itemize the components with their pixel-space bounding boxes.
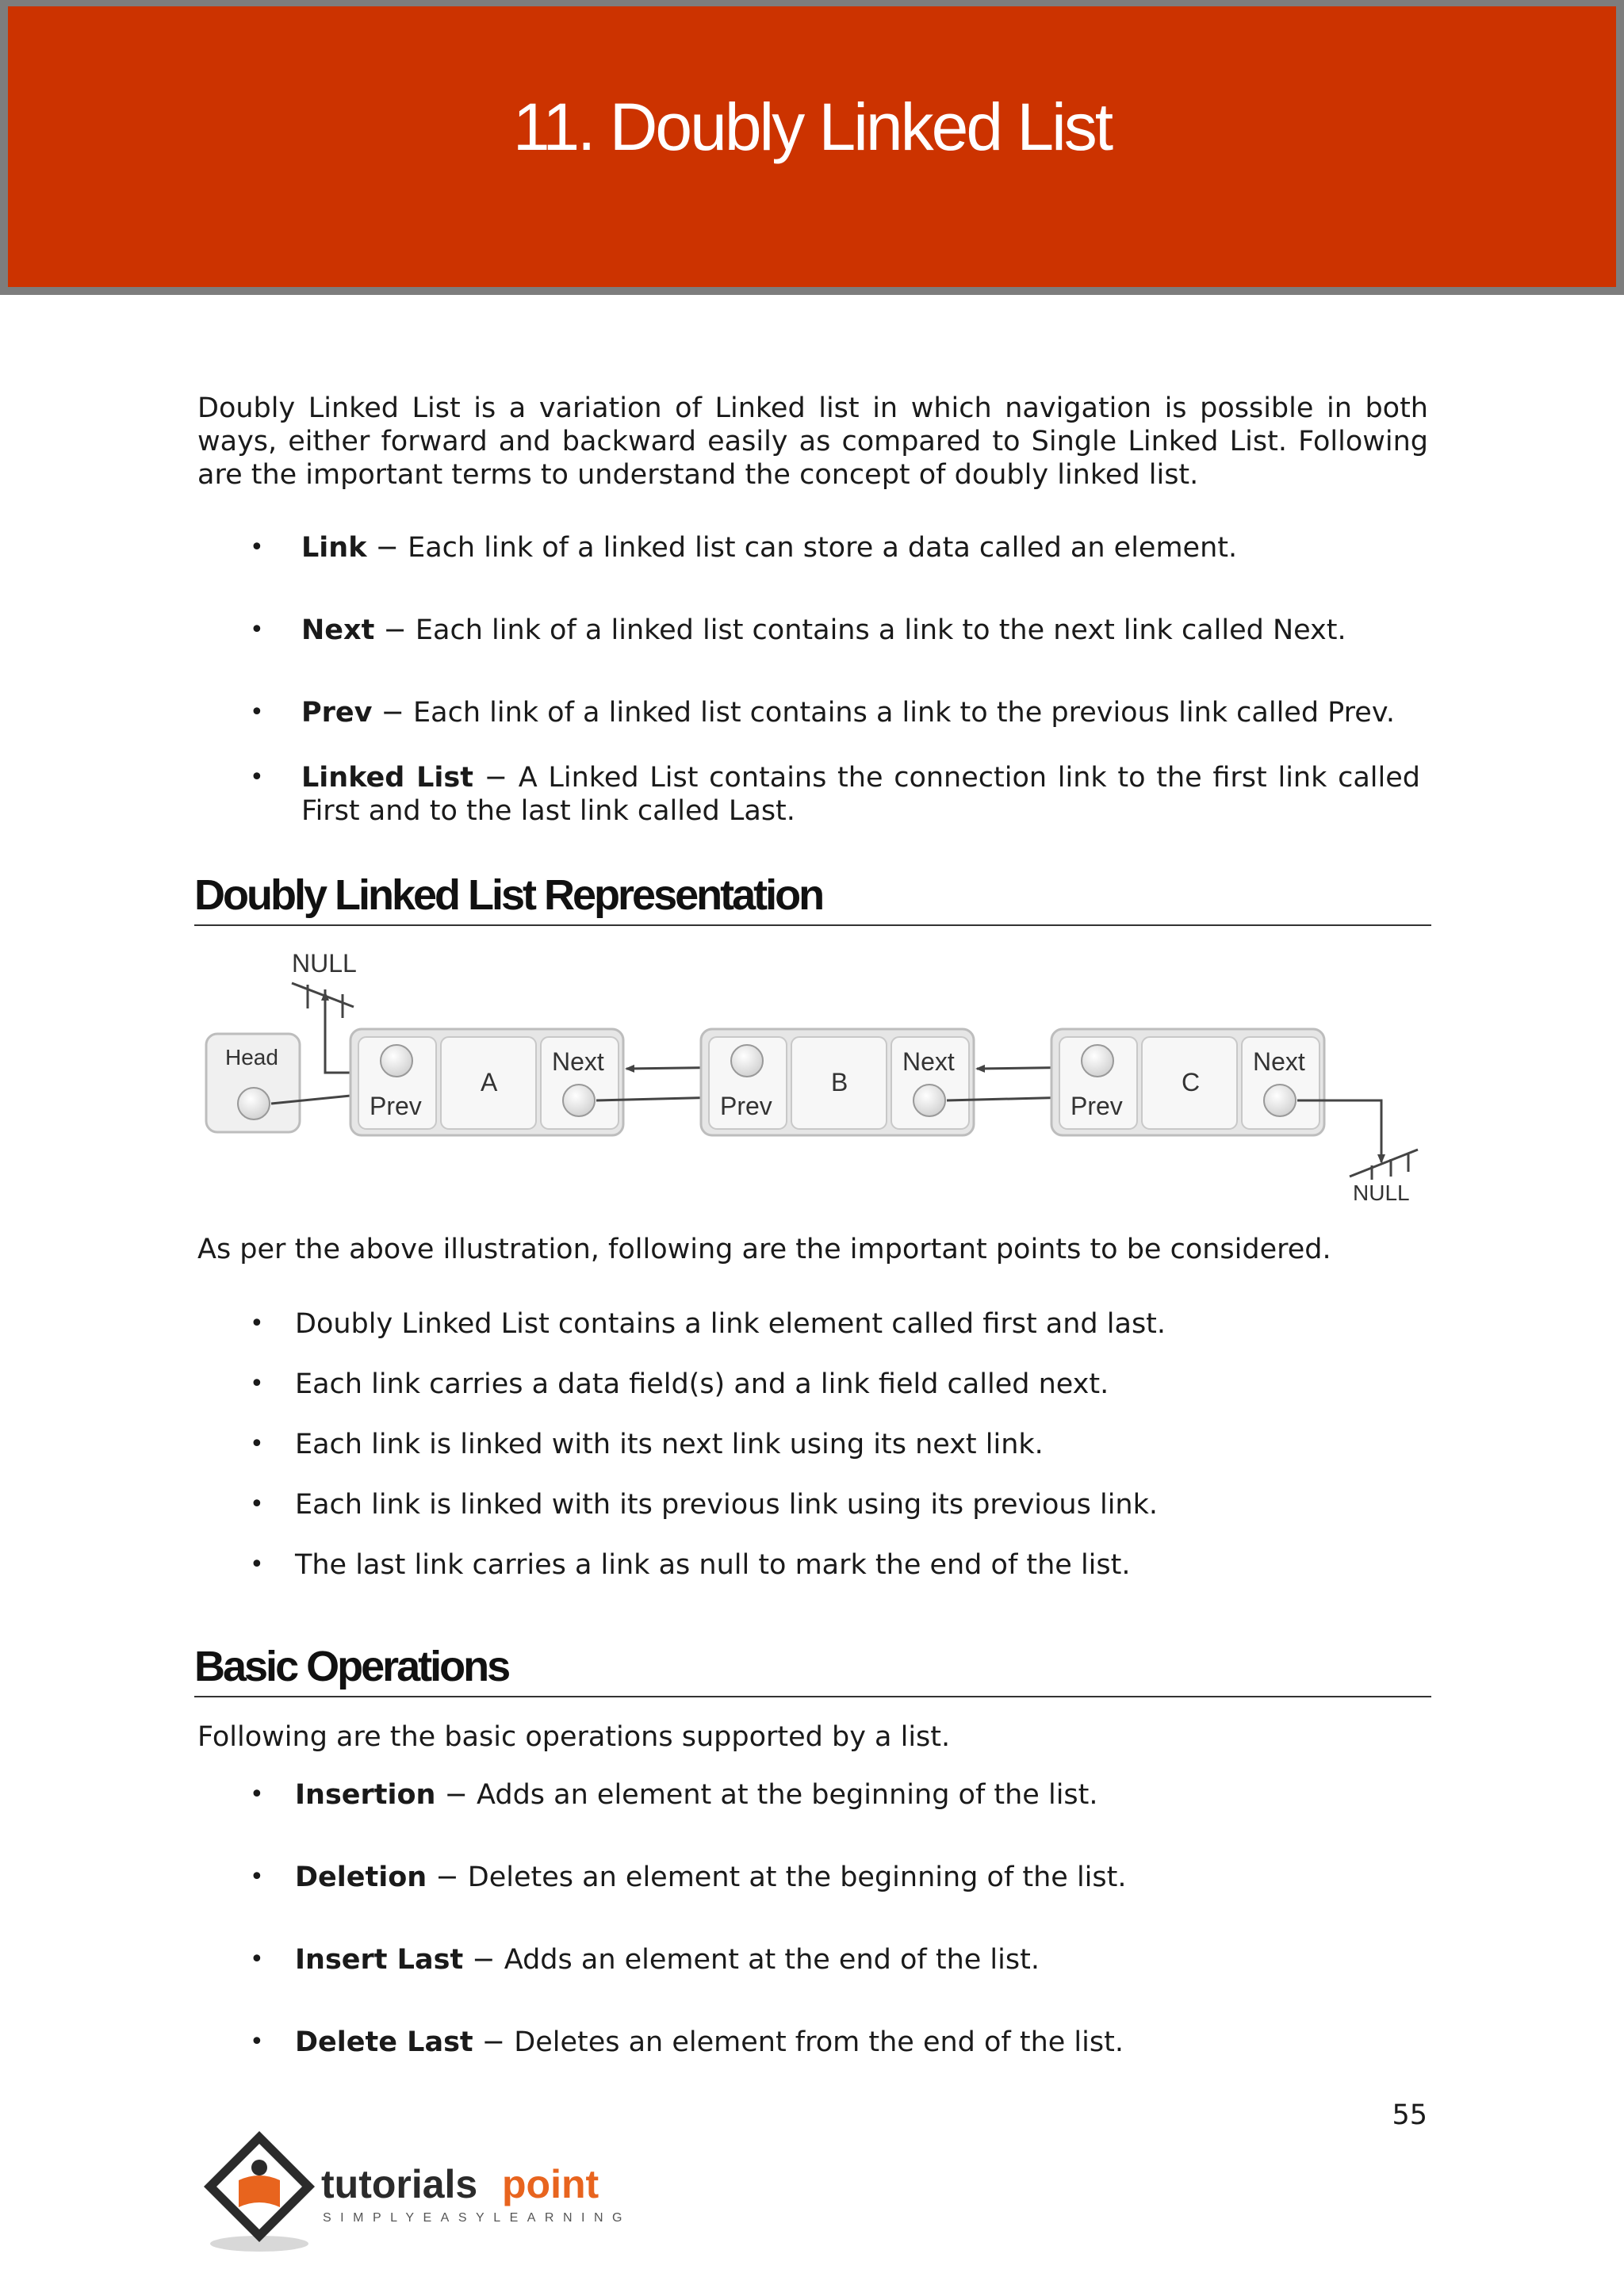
logo-head-icon [251, 2160, 267, 2175]
bullet-icon: • [250, 1310, 264, 1337]
term-item [197, 531, 1428, 564]
chapter-banner [0, 0, 1624, 295]
node-c-next-label: Next [1253, 1047, 1305, 1076]
operations-section-header [194, 1642, 1431, 1697]
tutorialspoint-logo [194, 2125, 638, 2260]
heading-rule [194, 1696, 1431, 1697]
bullet-icon: • [250, 1490, 264, 1518]
operation-text [295, 2026, 1428, 2059]
node-a-prev-circle [381, 1045, 412, 1077]
operation-label: Insertion [295, 1779, 436, 1811]
term-item [197, 614, 1428, 647]
null-top-ground [292, 983, 354, 1007]
operation-desc: − Deletes an element from the end of the list. [473, 2026, 1124, 2058]
term-item [197, 696, 1428, 729]
null-bottom-label: NULL [1353, 1181, 1410, 1203]
node-b-next-circle [914, 1085, 945, 1116]
term-text [301, 696, 1428, 729]
operation-text [295, 1778, 1428, 1812]
point-item [197, 1488, 1428, 1521]
operation-desc: − Adds an element at the beginning of the list. [435, 1779, 1098, 1811]
logo-book-icon [239, 2175, 280, 2207]
node-b-prev-label: Prev [720, 1092, 772, 1120]
bullet-icon: • [250, 1370, 264, 1398]
page-number: 55 [1392, 2099, 1427, 2131]
point-item [197, 1548, 1428, 1582]
bullet-icon: • [250, 1430, 264, 1458]
term-desc: − Each link of a linked list contains a link to the previous link called Prev. [372, 697, 1395, 729]
intro-paragraph: Doubly Linked List is a variation of Linked list in which navigation is possible in both ways, either forward and backward easily as compared to Single Linked List. Following are the important terms to understand the concept of doubly linked list. [197, 392, 1428, 491]
operation-text [295, 1943, 1428, 1976]
node-c-data-label: C [1182, 1068, 1201, 1096]
point-text: Each link is linked with its next link using its next link. [295, 1429, 1044, 1460]
operations-intro: Following are the basic operations supported by a list. [197, 1721, 951, 1753]
operation-label: Delete Last [295, 2026, 473, 2058]
point-text: Each link is linked with its previous link using its previous link. [295, 1489, 1158, 1521]
node-b-next-label: Next [902, 1047, 955, 1076]
term-text [301, 761, 1420, 828]
head-label: Head [225, 1045, 278, 1070]
node-b-data-label: B [831, 1068, 848, 1096]
points-list [197, 1307, 1428, 1582]
term-desc: − A Linked List contains the connection link to the first link called First and to the last link called Last. [301, 762, 1420, 827]
heading-rule [194, 924, 1431, 926]
after-diagram-block [197, 1233, 1428, 1266]
term-label: Prev [301, 697, 373, 729]
bullet-icon: • [250, 534, 264, 561]
bullet-icon: • [250, 1781, 264, 1808]
operation-text [295, 1861, 1428, 1894]
diagram-svg [198, 942, 1427, 1203]
operations-intro-block [197, 1720, 1428, 1754]
operation-desc: − Deletes an element at the beginning of the list. [427, 1862, 1127, 1893]
bullet-icon: • [250, 1863, 264, 1891]
representation-heading: Doubly Linked List Representation [194, 871, 823, 919]
node-c-prev-circle [1082, 1045, 1113, 1077]
point-item [197, 1428, 1428, 1461]
node-b-prev-circle [731, 1045, 763, 1077]
operation-item [197, 1778, 1428, 1812]
node-a-next-circle [563, 1085, 595, 1116]
representation-section-header [194, 871, 1431, 926]
terms-list [197, 531, 1428, 828]
bullet-icon: • [250, 616, 264, 644]
operation-label: Deletion [295, 1862, 427, 1893]
bullet-icon: • [250, 698, 264, 726]
term-label: Next [301, 614, 375, 646]
logo-svg [194, 2125, 638, 2260]
node-c-next-circle [1264, 1085, 1296, 1116]
term-text [301, 531, 1428, 564]
node-a-next-label: Next [552, 1047, 604, 1076]
point-text: The last link carries a link as null to mark the end of the list. [295, 1549, 1131, 1581]
head-pointer-circle [238, 1088, 270, 1119]
operation-desc: − Adds an element at the end of the list. [463, 1944, 1040, 1976]
after-diagram-paragraph: As per the above illustration, following are the important points to be considered. [197, 1234, 1331, 1265]
operations-list-block [197, 1778, 1428, 2059]
node-c-prev-label: Prev [1071, 1092, 1123, 1120]
term-label: Link [301, 532, 367, 564]
point-item [197, 1307, 1428, 1341]
bullet-icon: • [250, 2028, 264, 2056]
logo-brand-a: tutorials [321, 2162, 478, 2206]
term-text [301, 614, 1428, 647]
logo-tagline: SIMPLYEASYLEARNING [323, 2211, 631, 2225]
intro-block [197, 392, 1428, 492]
logo-brand-b: point [502, 2162, 599, 2206]
term-item [197, 761, 1428, 828]
bullet-icon: • [250, 1946, 264, 1973]
terms-list-block [197, 531, 1428, 828]
term-desc: − Each link of a linked list can store a data called an element. [366, 532, 1238, 564]
operation-item [197, 1861, 1428, 1894]
point-text: Doubly Linked List contains a link element called first and last. [295, 1308, 1166, 1340]
term-desc: − Each link of a linked list contains a link to the next link called Next. [374, 614, 1346, 646]
operations-heading: Basic Operations [194, 1643, 509, 1690]
points-list-block [197, 1307, 1428, 1582]
bullet-icon: • [250, 763, 264, 791]
doubly-linked-list-diagram [198, 942, 1427, 1203]
point-item [197, 1368, 1428, 1401]
operation-label: Insert Last [295, 1944, 464, 1976]
node-a-data-label: A [481, 1068, 498, 1096]
node-a-prev-label: Prev [370, 1092, 422, 1120]
point-text: Each link carries a data field(s) and a link field called next. [295, 1368, 1109, 1400]
operations-list [197, 1778, 1428, 2059]
operation-item [197, 1943, 1428, 1976]
chapter-title: 11. Doubly Linked List [512, 90, 1112, 164]
term-label: Linked List [301, 762, 473, 794]
null-top-label: NULL [292, 949, 357, 978]
operation-item [197, 2026, 1428, 2059]
bullet-icon: • [250, 1551, 264, 1578]
